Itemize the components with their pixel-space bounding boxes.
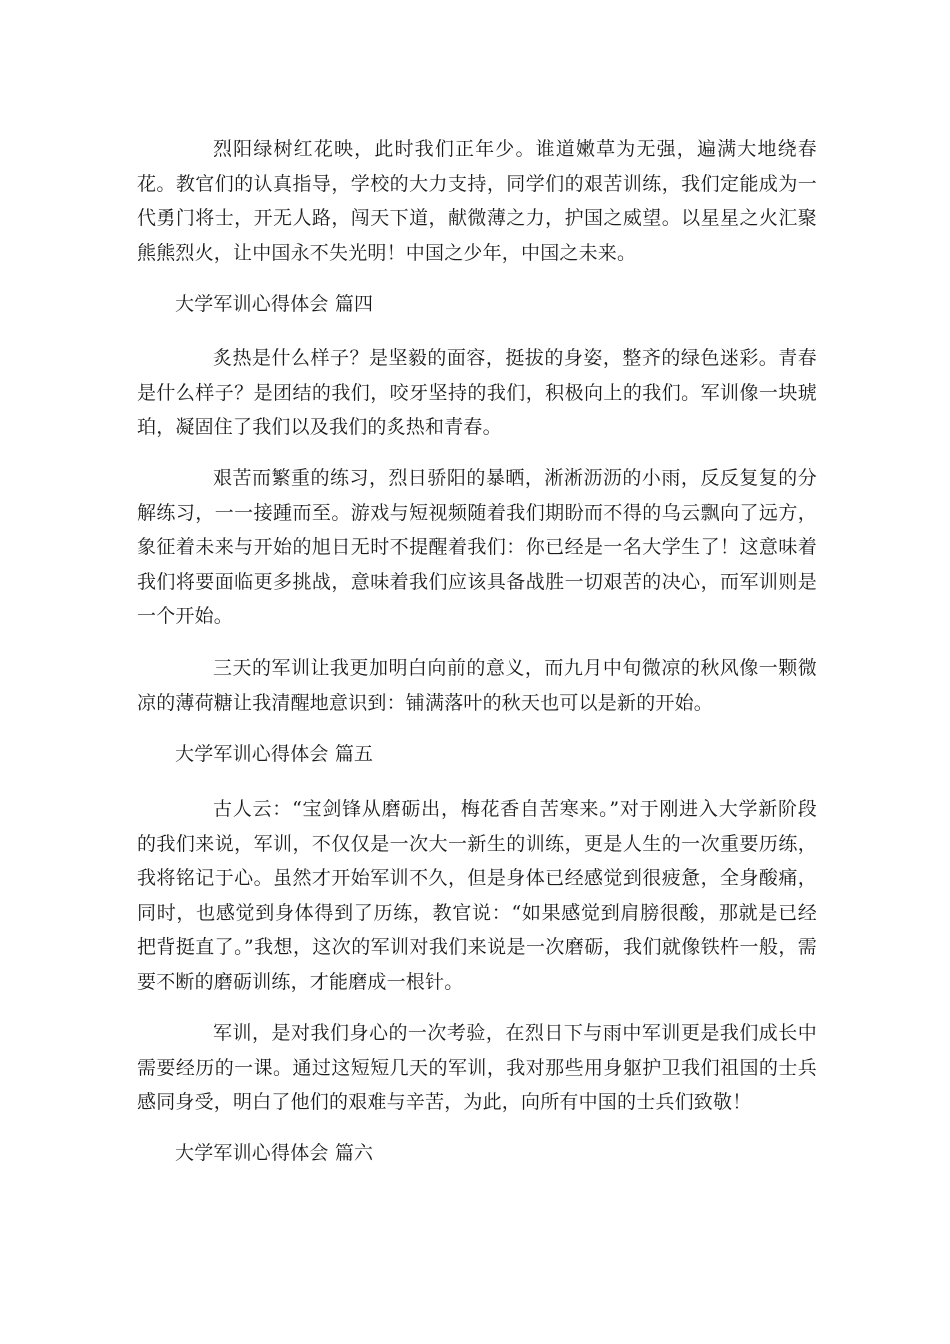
paragraph-intro: 烈阳绿树红花映，此时我们正年少。谁道嫩草为无强，遍满大地绕春花。教官们的认真指导，学校的大力支持，同学们的艰苦训练，我们定能成为一代勇门将士，开无人路，闯天下道，献微薄之力，护国之威望。以星星之火汇聚熊熊烈火，让中国永不失光明！中国之少年，中国之未来。 [137,138,817,264]
section-heading-6: 大学军训心得体会 篇六 [175,1142,374,1164]
paragraph-4-3: 三天的军训让我更加明白向前的意义，而九月中旬微凉的秋风像一颗微凉的薄荷糖让我清醒地意识到：铺满落叶的秋天也可以是新的开始。 [137,657,817,714]
paragraph-5-2: 军训，是对我们身心的一次考验，在烈日下与雨中军训更是我们成长中需要经历的一课。通过这短短几天的军训，我对那些用身躯护卫我们祖国的士兵感同身受，明白了他们的艰难与辛苦，为此，向所有中国的士兵们致敬！ [137,1022,817,1113]
paragraph-4-2: 艰苦而繁重的练习，烈日骄阳的暴晒，淅淅沥沥的小雨，反反复复的分解练习，一一接踵而至。游戏与短视频随着我们期盼而不得的乌云飘向了远方，象征着未来与开始的旭日无时不提醒着我们：你已经是一名大学生了！这意味着我们将要面临更多挑战，意味着我们应该具备战胜一切艰苦的决心，而军训则是一个开始。 [137,467,817,627]
section-heading-5: 大学军训心得体会 篇五 [175,743,374,765]
paragraph-5-1: 古人云：“宝剑锋从磨砺出，梅花香自苦寒来。”对于刚进入大学新阶段的我们来说，军训，不仅仅是一次大一新生的训练，更是人生的一次重要历练，我将铭记于心。虽然才开始军训不久，但是身体已经感觉到很疲惫，全身酸痛，同时，也感觉到身体得到了历练，教官说：“如果感觉到肩膀很酸，那就是已经把背挺直了。”我想，这次的军训对我们来说是一次磨砺，我们就像铁杵一般，需要不断的磨砺训练，才能磨成一根针。 [137,798,817,993]
section-heading-4: 大学军训心得体会 篇四 [175,293,374,315]
paragraph-4-1: 炙热是什么样子？是坚毅的面容，挺拔的身姿，整齐的绿色迷彩。青春是什么样子？是团结的我们，咬牙坚持的我们，积极向上的我们。军训像一块琥珀，凝固住了我们以及我们的炙热和青春。 [137,347,817,438]
